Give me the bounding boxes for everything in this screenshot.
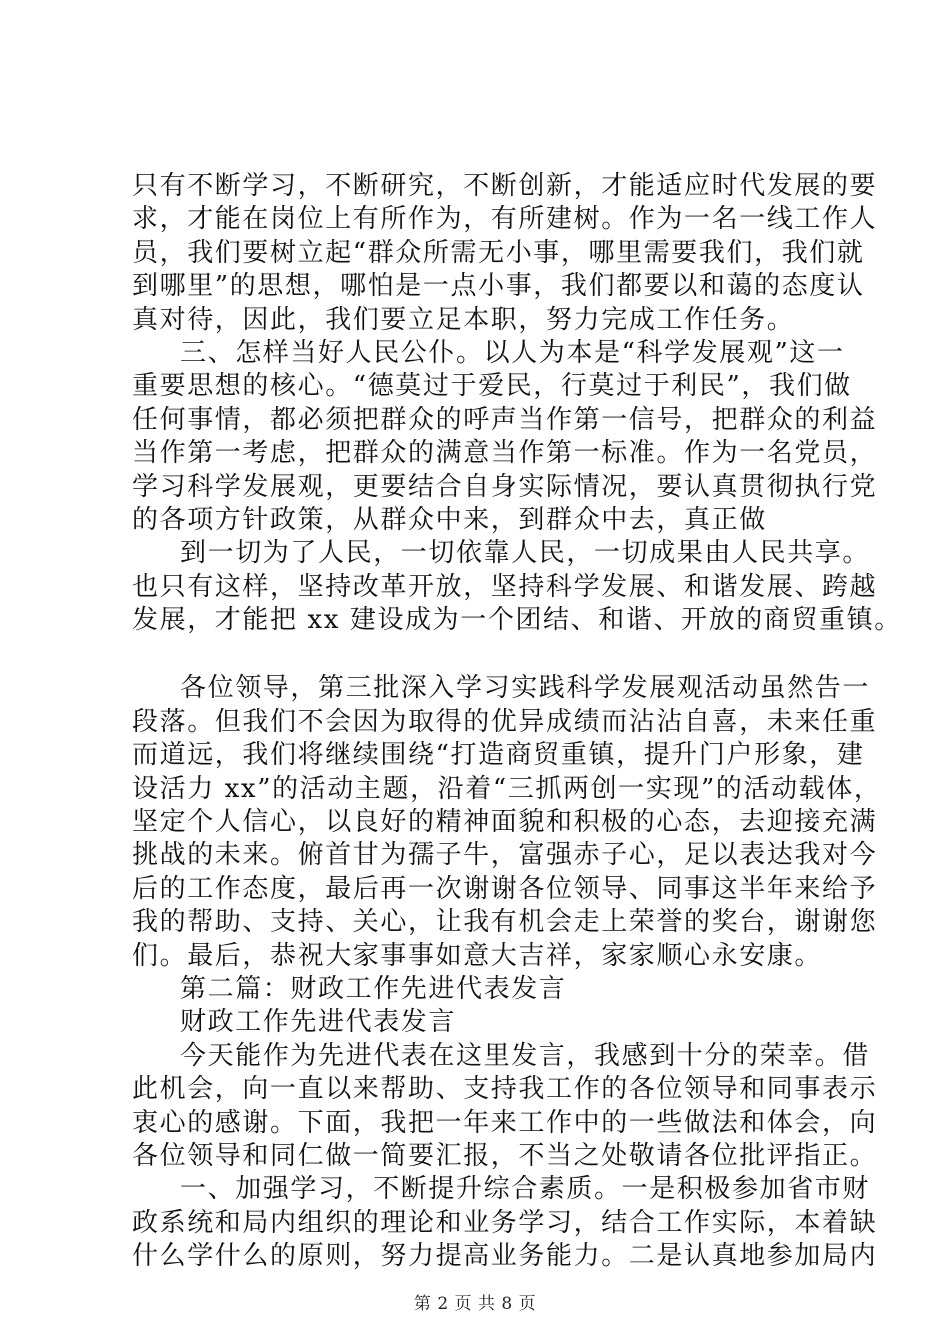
text-line: 求，才能在岗位上有所作为，有所建树。作为一名一线工作人	[132, 204, 878, 235]
text-line: 当作第一考虑，把群众的满意当作第一标准。作为一名党员，	[132, 438, 878, 469]
document-body	[132, 170, 902, 1274]
text-line: 任何事情，都必须把群众的呼声当作第一信号，把群众的利益	[132, 404, 878, 435]
text-line: 们。最后，恭祝大家事事如意大吉祥，家家顺心永安康。	[132, 940, 823, 971]
text-line: 发展，才能把 xx 建设成为一个团结、和谐、开放的商贸重镇。	[132, 605, 902, 636]
text-line: 挑战的未来。俯首甘为孺子牛，富强赤子心，足以表达我对今	[132, 840, 878, 871]
page-footer: 第 2 页 共 8 页	[413, 1294, 537, 1314]
text-line: 各位领导，第三批深入学习实践科学发展观活动虽然告一	[180, 673, 871, 704]
text-line: 也只有这样，坚持改革开放，坚持科学发展、和谐发展、跨越	[132, 571, 878, 602]
text-line: 一、加强学习，不断提升综合素质。一是积极参加省市财	[180, 1174, 871, 1205]
text-line: 段落。但我们不会因为取得的优异成绩而沾沾自喜，未来任重	[132, 706, 878, 737]
section-heading: 第二篇：财政工作先进代表发言	[180, 973, 567, 1004]
text-line: 设活力 xx”的活动主题，沿着“三抓两创一实现”的活动载体，	[132, 773, 882, 804]
text-line: 三、怎样当好人民公仆。以人为本是“科学发展观”这一	[180, 337, 845, 368]
paragraph-gap	[132, 637, 832, 672]
text-line: 各位领导和同仁做一简要汇报，不当之处敬请各位批评指正。	[132, 1140, 878, 1171]
text-line: 后的工作态度，最后再一次谢谢各位领导、同事这半年来给予	[132, 873, 878, 904]
text-line: 此机会，向一直以来帮助、支持我工作的各位领导和同事表示	[132, 1074, 878, 1105]
text-line: 员，我们要树立起“群众所需无小事，哪里需要我们，我们就	[132, 237, 865, 268]
text-line: 到一切为了人民，一切依靠人民，一切成果由人民共享。	[180, 538, 871, 569]
text-line: 只有不断学习，不断研究，不断创新，才能适应时代发展的要	[132, 171, 878, 201]
text-line: 重要思想的核心。“德莫过于爱民，行莫过于利民”，我们做	[132, 371, 852, 402]
text-line: 坚定个人信心，以良好的精神面貌和积极的心态，去迎接充满	[132, 807, 878, 838]
text-line: 我的帮助、支持、关心，让我有机会走上荣誉的奖台，谢谢您	[132, 907, 878, 938]
section-subheading: 财政工作先进代表发言	[180, 1007, 457, 1038]
text-line: 今天能作为先进代表在这里发言，我感到十分的荣幸。借	[180, 1040, 871, 1071]
text-line: 学习科学发展观，更要结合自身实际情况，要认真贯彻执行党	[132, 471, 878, 502]
text-line: 到哪里”的思想，哪怕是一点小事，我们都要以和蔼的态度认	[132, 271, 865, 302]
text-line: 真对待，因此，我们要立足本职，努力完成工作任务。	[132, 304, 795, 335]
text-line: 而道远，我们将继续围绕“打造商贸重镇，提升门户形象，建	[132, 740, 865, 771]
text-line: 的各项方针政策，从群众中来，到群众中去，真正做	[132, 504, 767, 535]
text-line: 什么学什么的原则，努力提高业务能力。二是认真地参加局内	[132, 1241, 878, 1272]
text-line: 政系统和局内组织的理论和业务学习，结合工作实际，本着缺	[132, 1207, 878, 1238]
text-line: 衷心的感谢。下面，我把一年来工作中的一些做法和体会，向	[132, 1107, 878, 1138]
